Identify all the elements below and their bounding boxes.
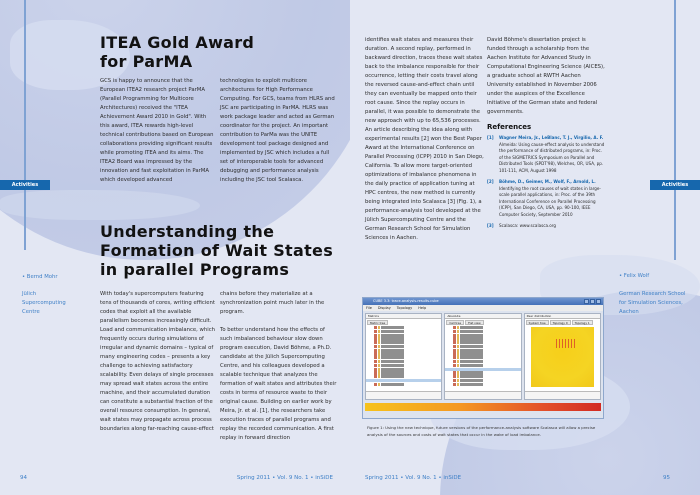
menu-help: Help: [418, 306, 427, 310]
reference-text: Identifying the root causes of wait states in large-scale parallel applications, in: Proc. of the 39th International Conference on Parallel Processing (ICPP), San Diego, CA, USA, pp. 90-100, IEEE Computer Society, September 2010: [499, 185, 601, 217]
author-affiliation: Jülich Supercomputing Centre: [22, 291, 66, 315]
window-controls: [584, 299, 601, 304]
mode-selector: Absolute: [445, 314, 520, 319]
pane-status: [445, 391, 520, 399]
right-page: [350, 0, 700, 495]
reference-number: [3]: [487, 223, 494, 228]
tab-system-tree: System tree: [526, 320, 549, 325]
menu-bar: [363, 305, 603, 311]
tab-metric-tree: Metric tree: [367, 320, 388, 325]
menu-file: File: [366, 306, 372, 310]
minimize-icon: [584, 299, 589, 304]
topology-heatmap: [531, 327, 594, 387]
references-heading: References: [487, 123, 532, 131]
metric-selector: Metrics: [366, 314, 441, 319]
tab-topology-1: Topology 1: [572, 320, 593, 325]
article1-column-2: technologies to exploit multicore architectures for High Performance Computing. For GCS, teams from HLRS and JSC are participating in ParMA. HLRS was work package leader and acted as German coordinator for the project. An important contribution to ParMa was the UNITE development tool package designed and implemented by JSC which includes a full set of interoperable tools for advanced debugging and performance analysis including the JSC tool Scalasca.: [220, 78, 335, 183]
tab-topology-0: Topology 0: [550, 320, 571, 325]
reference-text: Almeida: Using cause-effect analysis to understand the performance of distributed programs, in: Proc. of the SIGMETRICS Symposium on Parallel and Distributed Tools (SPDT'98), Welches, OR, USA, pp. 101-111, ACM, August 1998: [499, 141, 605, 173]
title-line: Formation of Wait States: [100, 241, 334, 261]
reference-text: Scalasca: www.scalasca.org: [499, 223, 556, 228]
issue-info: Spring 2011 • Vol. 9 No. 1 • inSiDE: [236, 475, 333, 481]
reference-authors: Wagner Meira, Jr., LeBlanc, T. J., Virgilio, A. F.: [499, 135, 604, 140]
metric-pane: [365, 313, 442, 400]
article2-column-1: With today's supercomputers featuring tens of thousands of cores, writing efficient codes that exploit all the available parallelism becomes increasingly difficult. Load and communication imbalance, which frequently occurs during simulations of irregular and dynamic domains – typical of many engineering codes – presents a key challenge to achieving satisfactory scalability. Even delays of single processes may spread wait states across the entire machine, and their accumulated duration can constitute a substantial fraction of the overall resource consumption. In general, wait states may propagate across process boundaries along far-reaching cause-effect: [100, 291, 215, 432]
pane-status: [366, 391, 441, 399]
article1-column-1: GCS is happy to announce that the European ITEA2 research project ParMA (Parallel Programming for Multicore Architectures) received the "ITEA Achievement Award 2010 in Gold". With this award, ITEA rewards high-level technical contributions based on European collaborations providing significant results while promoting ITEA and its aims. The ITEA2 Board was impressed by the innovation and fast exploitation in ParMA which developed advanced: [100, 78, 214, 183]
author-name: • Felix Wolf: [619, 273, 650, 279]
figure-screenshot: [362, 297, 604, 419]
article2-column-2: [220, 290, 338, 443]
tab-flat-view: Flat view: [465, 320, 484, 325]
reference-item: [487, 179, 605, 218]
article2-title: [100, 222, 333, 280]
continent-shape: [0, 190, 200, 220]
menu-display: Display: [377, 306, 391, 310]
color-scale-bar: [365, 403, 601, 411]
issue-info: Spring 2011 • Vol. 9 No. 1 • inSiDE: [365, 475, 462, 481]
paragraph: chains before they materialize at a synchronization point much later in the program.: [220, 291, 325, 315]
section-tab-activities: Activities: [0, 180, 50, 190]
tab-call-tree: Call tree: [446, 320, 464, 325]
cube-panes: [365, 313, 601, 400]
reference-number: [2]: [487, 179, 494, 184]
right-column-2: [487, 36, 605, 235]
page-number: 94: [20, 475, 27, 481]
section-tab-activities: Activities: [650, 180, 700, 190]
pane-status: [525, 391, 600, 399]
maximize-icon: [590, 299, 595, 304]
references-list: [487, 135, 605, 230]
margin-line: [24, 0, 26, 250]
window-title: CUBE 3.3: trace-analysis-results.cube: [373, 299, 439, 303]
figure-caption: Figure 1: Using the new technique, future versions of the performance-analysis software Scalasca will allow a precise analysis of the sources and costs of wait states that occur in the wake of load imbalance.: [367, 425, 596, 437]
margin-line: [674, 0, 676, 260]
article1-title: [100, 33, 254, 71]
page-number: 95: [663, 475, 670, 481]
author-name: • Bernd Mohr: [22, 274, 58, 280]
reference-authors: Böhme, D., Geimer, M., Wolf, F., Arnold, L.: [499, 179, 596, 184]
title-line: Understanding the: [100, 222, 275, 241]
title-line: in parallel Programs: [100, 260, 290, 280]
reference-item: [487, 135, 605, 174]
view-selector: Peer distribution: [525, 314, 600, 319]
call-tree-pane: [444, 313, 521, 400]
paragraph: David Böhme's dissertation project is funded through a scholarship from the Aachen Institute for Advanced Study in Computational Engineering Science (AICES), a graduate school at RWTH Aachen University established in November 2006 under the auspices of the Excellence Initiative of the German state and federal governments.: [487, 37, 605, 115]
title-line: ITEA Gold Award: [100, 33, 255, 52]
title-line: for ParMA: [100, 52, 193, 72]
reference-number: [1]: [487, 135, 494, 140]
window-titlebar: [363, 298, 603, 305]
right-column-1: identifies wait states and measures their duration. A second replay, performed in backward direction, traces these wait states back to the imbalance responsible for their occurrence, letting their costs travel along the reversed cause-and-effect chain until they can eventually be mapped onto their root cause. Since the replay occurs in parallel, it was possible to demonstrate the new approach with up to 65,536 processes. An article describing the idea along with experimental results [2] won the Best Paper Award at the International Conference on Parallel Processing (ICPP) 2010 in San Diego, California. To allow more target-oriented optimizations of imbalance phenomena in the daily practice of application tuning at HPC centres, the new method is currently being integrated into Scalasca [3] (Fig. 1), a performance-analysis tool developed at the Jülich Supercomputing Centre and the German Research School for Simulation Sciences in Aachen.: [365, 37, 484, 241]
topology-pane: [524, 313, 601, 400]
reference-item: [487, 223, 605, 230]
close-icon: [596, 299, 601, 304]
author-affiliation: German Research School for Simulation Sciences, Aachen: [619, 291, 686, 315]
menu-topology: Topology: [396, 306, 413, 310]
paragraph: To better understand how the effects of such imbalanced behaviour slow down program execution, David Böhme, a Ph.D. candidate at the Jülich Supercomputing Centre, and his colleagues developed a scalable technique that analyzes the formation of wait states and attributes their costs in terms of resource waste to their original cause. Building on earlier work by Meira, Jr. et al. [1], the researchers take execution traces of parallel programs and replay the recorded communication. A first replay in forward direction: [220, 327, 337, 441]
